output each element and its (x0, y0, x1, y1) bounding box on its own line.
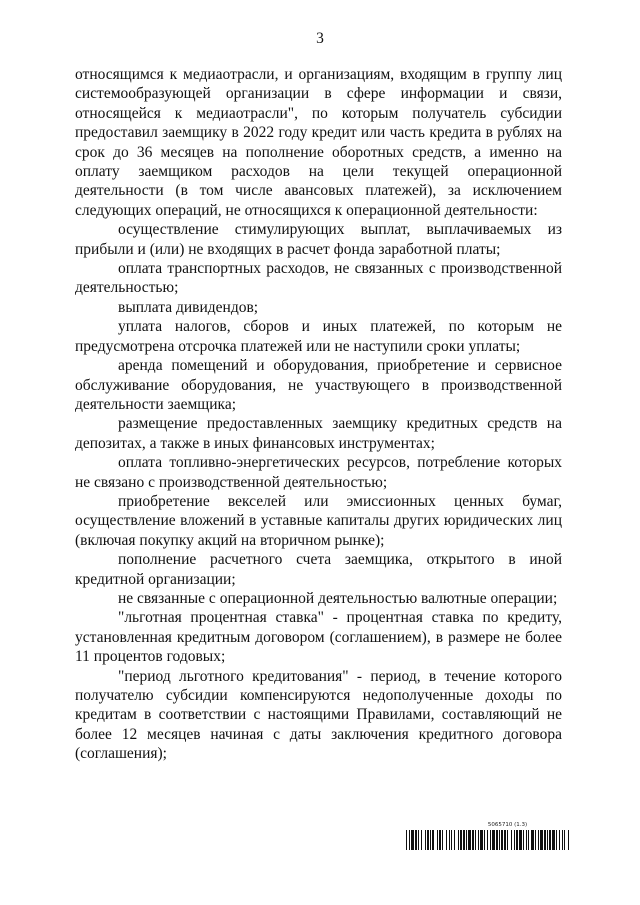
page-number: 3 (316, 30, 324, 47)
list-item-incentive-payments: осуществление стимулирующих выплат, выплачиваемых из прибыли и (или) не входящих в расчет фонда заработной платы; (75, 221, 562, 258)
list-item-securities: приобретение векселей или эмиссионных ценных бумаг, осуществление вложений в уставные капиталы других юридических лиц (включая покупку акций на вторичном рынке); (75, 492, 562, 549)
list-item-currency-operations: не связанные с операционной деятельностью валютные операции; (118, 589, 558, 607)
list-item-dividends: выплата дивидендов; (118, 298, 259, 316)
list-item-deposits: размещение предоставленных заемщику кредитных средств на депозитах, а также в иных финансовых инструментах; (75, 415, 562, 452)
list-item-taxes: уплата налогов, сборов и иных платежей, по которым не предусмотрена отсрочка платежей или не наступили сроки уплаты; (75, 318, 562, 355)
list-item-rent-equipment: аренда помещений и оборудования, приобретение и сервисное обслуживание оборудования, не участвующего в производственной деятельности заемщика; (75, 357, 562, 413)
paragraph-continuation: относящимся к медиаотрасли, и организациям, входящим в группу лиц системообразующей организации в сфере информации и связи, относящейся к медиаотрасли", по которым получатель субсидии предоставил заемщику в 2022 году кредит или часть кредита в рублях на срок до 36 месяцев на пополнение оборотных средств, а именно на оплату заемщиком расходов на цели текущей операционной деятельности (в том числе авансовых платежей), за исключением следующих операций, не относящихся к операционной деятельности: (75, 66, 562, 219)
definition-preferential-rate: "льготная процентная ставка" - процентная ставка по кредиту, установленная кредитным договором (соглашением), в размере не более 11 процентов годовых; (75, 609, 562, 666)
document-body (75, 65, 562, 764)
list-item-account-topup: пополнение расчетного счета заемщика, открытого в иной кредитной организации; (75, 551, 562, 588)
list-item-transport-costs: оплата транспортных расходов, не связанных с производственной деятельностью; (75, 260, 562, 297)
barcode-icon (406, 830, 570, 850)
list-item-energy-resources: оплата топливно-энергетических ресурсов, потребление которых не связано с производственной деятельностью; (75, 454, 562, 491)
document-stamp-code: 5065710 (1.3) (487, 822, 528, 828)
definition-preferential-period: "период льготного кредитования" - период, в течение которого получателю субсидии компенсируются недополученные доходы по кредитам в соответствии с настоящими Правилами, составляющий не более 12 месяцев начиная с даты заключения кредитного договора (соглашения); (75, 667, 562, 763)
